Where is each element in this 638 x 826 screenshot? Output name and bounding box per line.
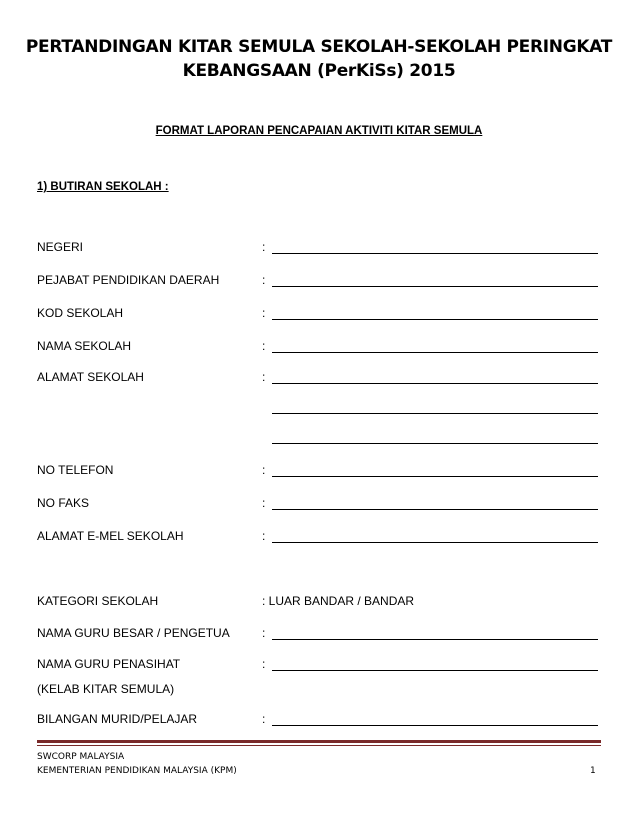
colon: : (262, 306, 266, 320)
label-alamat-sekolah: ALAMAT SEKOLAH (37, 370, 144, 384)
kategori-value: : LUAR BANDAR / BANDAR (262, 594, 415, 608)
input-line-negeri[interactable] (272, 253, 598, 254)
colon: : (262, 240, 266, 254)
label-kategori-sekolah: KATEGORI SEKOLAH (37, 594, 159, 608)
label-no-telefon: NO TELEFON (37, 463, 114, 477)
document-title-line1: PERTANDINGAN KITAR SEMULA SEKOLAH-SEKOLAH PERINGKAT (25, 37, 613, 57)
colon: : (262, 273, 266, 287)
section-heading: 1) BUTIRAN SEKOLAH : (37, 181, 169, 193)
label-kod-sekolah: KOD SEKOLAH (37, 306, 124, 320)
label-emel: ALAMAT E-MEL SEKOLAH (37, 529, 184, 543)
input-line-emel[interactable] (272, 542, 598, 543)
colon: : (262, 370, 266, 384)
label-guru-penasihat: NAMA GURU PENASIHAT (37, 657, 181, 671)
input-line-ppd[interactable] (272, 286, 598, 287)
colon: : (262, 463, 266, 477)
input-line-telefon[interactable] (272, 476, 598, 477)
label-negeri: NEGERI (37, 240, 84, 254)
input-line-kod-sekolah[interactable] (272, 319, 598, 320)
input-line-nama-sekolah[interactable] (272, 352, 598, 353)
footer-ministry: KEMENTERIAN PENDIDIKAN MALAYSIA (KPM) (37, 766, 237, 776)
colon: : (262, 626, 266, 640)
input-line-guru-besar[interactable] (272, 639, 598, 640)
footer-rule (37, 740, 601, 743)
colon: : (262, 529, 266, 543)
colon: : (262, 496, 266, 510)
page-number: 1 (590, 766, 596, 776)
input-line-alamat-2[interactable] (272, 413, 598, 414)
label-nama-sekolah: NAMA SEKOLAH (37, 339, 132, 353)
document-title-line2: KEBANGSAAN (PerKiSs) 2015 (182, 61, 456, 81)
label-bilangan-murid: BILANGAN MURID/PELAJAR (37, 712, 198, 726)
input-line-alamat-1[interactable] (272, 383, 598, 384)
label-no-faks: NO FAKS (37, 496, 90, 510)
label-kelab-note: (KELAB KITAR SEMULA) (37, 682, 175, 696)
colon: : (262, 339, 266, 353)
footer-org: SWCORP MALAYSIA (37, 752, 125, 762)
input-line-penasihat[interactable] (272, 670, 598, 671)
footer-rule-thin (37, 745, 601, 746)
input-line-faks[interactable] (272, 509, 598, 510)
input-line-bilangan[interactable] (272, 725, 598, 726)
label-guru-besar: NAMA GURU BESAR / PENGETUA (37, 626, 230, 640)
colon: : (262, 712, 266, 726)
document-subtitle: FORMAT LAPORAN PENCAPAIAN AKTIVITI KITAR SEMULA (155, 125, 483, 137)
input-line-alamat-3[interactable] (272, 443, 598, 444)
label-ppd: PEJABAT PENDIDIKAN DAERAH (37, 273, 220, 287)
colon: : (262, 657, 266, 671)
